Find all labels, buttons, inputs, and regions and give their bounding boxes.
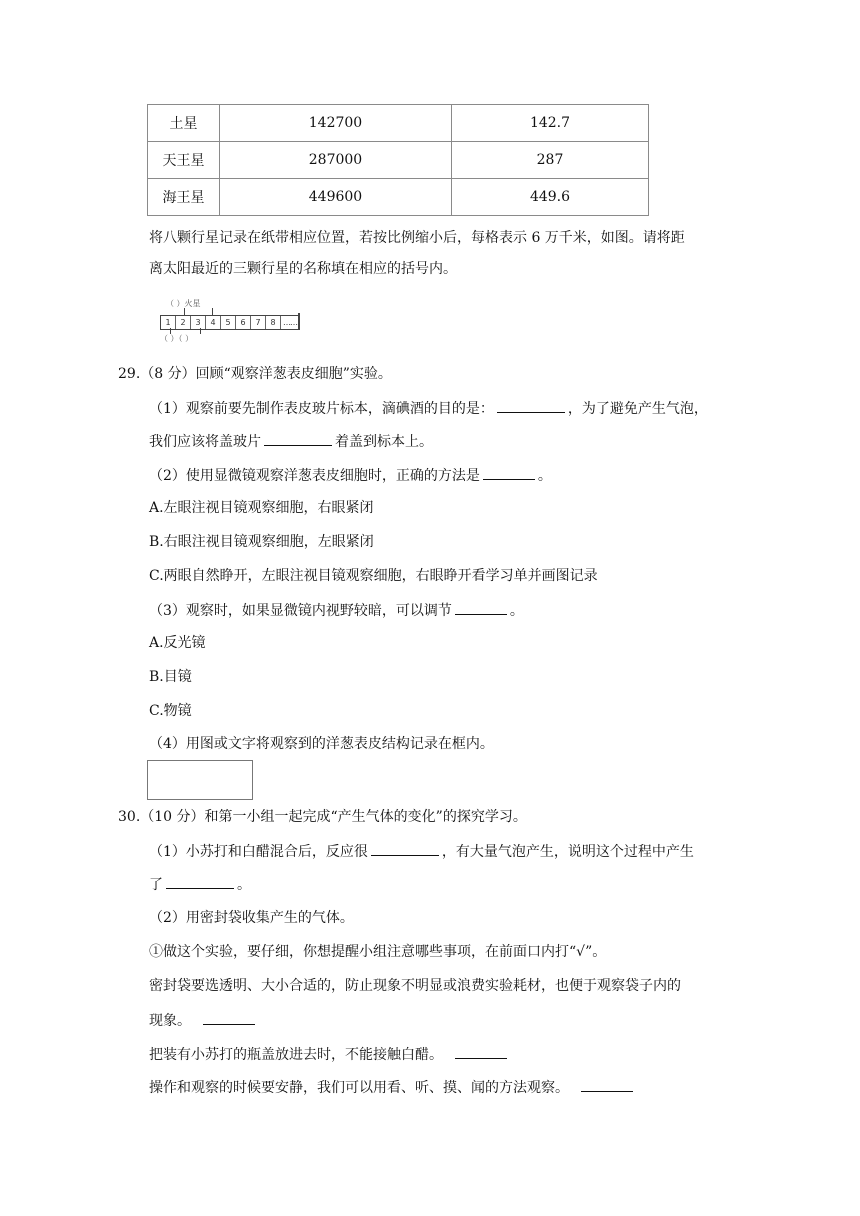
q29-part1-text-b: ，为了避免产生气泡， xyxy=(567,401,708,417)
q30-title: 30.（10 分）和第一小组一起完成“产生气体的变化”的探究学习。 xyxy=(118,809,527,825)
check-item-2 xyxy=(149,1044,510,1065)
option-c: C.两眼自然睁开，左眼注视目镜观察细胞，右眼睁开看学习单并画图记录 xyxy=(149,568,598,584)
planet-tape-figure xyxy=(160,298,302,344)
answer-blank[interactable] xyxy=(264,431,332,446)
q29-part3 xyxy=(149,600,524,621)
option-a: A.反光镜 xyxy=(149,635,206,651)
option-a: A.左眼注视目镜观察细胞，右眼紧闭 xyxy=(149,500,374,516)
answer-blank[interactable] xyxy=(455,600,507,615)
option-b: B.右眼注视目镜观察细胞，左眼紧闭 xyxy=(149,534,374,550)
check-item-1-line2 xyxy=(149,1010,258,1031)
q29-part1-line2 xyxy=(149,431,433,452)
q30-part1-text-d: 。 xyxy=(237,877,251,893)
tape-end-bar xyxy=(298,313,300,330)
planet-name-cell: 土星 xyxy=(148,105,220,142)
scaled-cell: 449.6 xyxy=(452,179,649,216)
tape-cell: 7 xyxy=(251,316,266,329)
tape-cell: 3 xyxy=(191,316,206,329)
drawing-answer-box[interactable] xyxy=(147,760,253,800)
q30-part2-sub: ①做这个实验，要仔细，你想提醒小组注意哪些事项，在前面口内打“√”。 xyxy=(149,944,607,960)
tape-cell: …… xyxy=(283,318,297,327)
q30-part2: （2）用密封袋收集产生的气体。 xyxy=(149,910,354,926)
q30-part1-text-c: 了 xyxy=(149,877,163,893)
table-row xyxy=(148,179,649,216)
check-item-1-line1: 密封袋要选透明、大小合适的，防止现象不明显或浪费实验耗材，也便于观察袋子内的 xyxy=(149,978,681,994)
q29-part1-text-a: （1）观察前要先制作表皮玻片标本，滴碘酒的目的是： xyxy=(149,401,494,417)
q29-title: 29.（8 分）回顾“观察洋葱表皮细胞”实验。 xyxy=(118,366,392,382)
answer-blank[interactable] xyxy=(203,1010,255,1025)
tape-cell: 5 xyxy=(221,316,236,329)
answer-blank[interactable] xyxy=(371,841,439,856)
answer-blank[interactable] xyxy=(455,1044,507,1059)
q29-part2 xyxy=(149,465,552,486)
q29-part3-end: 。 xyxy=(509,603,524,619)
answer-blank[interactable] xyxy=(581,1077,633,1092)
check-item-3-text: 操作和观察的时候要安静，我们可以用看、听、摸、闻的方法观察。 xyxy=(149,1080,569,1096)
check-item-1-text: 现象。 xyxy=(149,1013,191,1029)
check-item-2-text: 把装有小苏打的瓶盖放进去时，不能接触白醋。 xyxy=(149,1047,443,1063)
tape-top-label: （ ）火星 xyxy=(166,299,201,308)
distance-cell: 287000 xyxy=(220,142,452,179)
check-item-3 xyxy=(149,1077,636,1098)
tape-cell: 2 xyxy=(176,316,191,329)
q29-part1-text-d: 着盖到标本上。 xyxy=(335,434,433,450)
option-c: C.物镜 xyxy=(149,703,192,719)
answer-blank[interactable] xyxy=(483,465,535,480)
q29-part4: （4）用图或文字将观察到的洋葱表皮结构记录在框内。 xyxy=(149,736,494,752)
answer-blank[interactable] xyxy=(497,398,565,413)
q28-text-line2: 离太阳最近的三颗行星的名称填在相应的括号内。 xyxy=(149,261,457,277)
q30-part1-text-b: ，有大量气泡产生，说明这个过程中产生 xyxy=(441,844,694,860)
distance-cell: 449600 xyxy=(220,179,452,216)
tape-cell: 8 xyxy=(266,316,281,329)
scaled-cell: 287 xyxy=(452,142,649,179)
distance-cell: 142700 xyxy=(220,105,452,142)
q30-part1-line1 xyxy=(149,841,694,862)
tape-cell: 1 xyxy=(161,316,176,329)
arrow-marker xyxy=(184,308,185,315)
q29-part2-text: （2）使用显微镜观察洋葱表皮细胞时，正确的方法是 xyxy=(149,468,480,484)
option-b: B.目镜 xyxy=(149,669,192,685)
planet-name-cell: 海王星 xyxy=(148,179,220,216)
tape-cell: 6 xyxy=(236,316,251,329)
answer-blank[interactable] xyxy=(166,874,234,889)
table-row xyxy=(148,142,649,179)
q29-part3-text: （3）观察时，如果显微镜内视野较暗，可以调节 xyxy=(149,603,452,619)
planet-name-cell: 天王星 xyxy=(148,142,220,179)
planet-distance-table xyxy=(147,104,649,216)
q29-part1-text-c: 我们应该将盖玻片 xyxy=(149,434,261,450)
q30-part1-line2 xyxy=(149,874,251,895)
q28-text-line1: 将八颗行星记录在纸带相应位置，若按比例缩小后，每格表示 6 万千米，如图。请将距 xyxy=(149,230,685,246)
tape-bottom-label: （ ）（ ） xyxy=(160,334,194,343)
paper-tape xyxy=(160,315,300,330)
table-row xyxy=(148,105,649,142)
q29-part2-end: 。 xyxy=(537,468,552,484)
arrow-marker xyxy=(212,308,213,315)
tape-cell: 4 xyxy=(206,316,221,329)
q30-part1-text-a: （1）小苏打和白醋混合后，反应很 xyxy=(149,844,368,860)
scaled-cell: 142.7 xyxy=(452,105,649,142)
q29-part1-line1 xyxy=(149,398,708,419)
